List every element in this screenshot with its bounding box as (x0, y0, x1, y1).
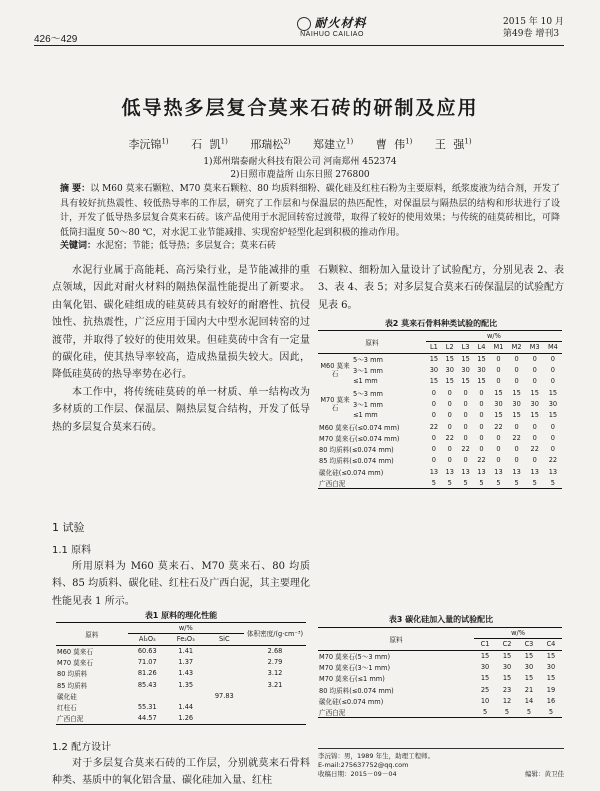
intro-paragraph: 本工作中，将传统硅莫砖的单一材质、单一结构改为多材质的工作层、保温层、隔热层复合结构，开发了低导热的多层复合莫来石砖。 (52, 386, 310, 433)
table3-cell: 5 (540, 707, 562, 718)
table2-cell: 15 (477, 377, 486, 386)
table2-cell: 13 (477, 467, 486, 476)
table2-cell: 5 (526, 477, 544, 488)
table3-row-label: 广西白泥 (318, 707, 474, 718)
table2-cell: 0 (514, 445, 519, 454)
table2-cell: 15 (512, 411, 521, 420)
table2-column-id: L1 (426, 342, 442, 353)
table1-row-label: 80 均质料 (57, 670, 88, 679)
table3-header-material: 原料 (318, 628, 474, 651)
table2-cell: 0 (479, 433, 484, 442)
table1-row (56, 645, 306, 656)
author: 邢瑞松$^{2)}$ (250, 137, 291, 151)
table2-cell: 15 (548, 388, 558, 397)
table2-cell: 30 (494, 399, 503, 408)
table1-row (56, 656, 306, 667)
table1-cell: 3.21 (267, 680, 283, 689)
table2-cell: 15 (494, 411, 503, 420)
footnote (318, 748, 564, 779)
subsection-heading: 1.1 原料 (52, 545, 92, 556)
author: 郑建立$^{1)}$ (313, 137, 354, 151)
table1-cell: 1.37 (178, 658, 194, 667)
table2-cell: 15 (494, 388, 503, 397)
table2-cell: 0 (496, 445, 501, 454)
table1-cell: 81.26 (137, 669, 157, 678)
table2-cell: 5 (508, 477, 526, 488)
table2-cell: 15 (461, 354, 470, 363)
journal-name-cn: 耐火材料 (314, 16, 367, 30)
table2-cell: 0 (431, 433, 436, 442)
table2-size-label: 3～1 mm (353, 367, 383, 376)
table2-cell: 22 (494, 422, 503, 431)
table1-cell (205, 702, 244, 713)
table1-row (56, 668, 306, 679)
table2-size-label: ≤1 mm (353, 377, 378, 386)
table3-cell: 15 (546, 651, 556, 660)
table1-cell (128, 690, 167, 701)
table2-cell: 5 (426, 477, 442, 488)
table2-cell: 22 (530, 445, 539, 454)
author-email: E-mail:275637752@qq.com (318, 761, 409, 769)
table2-row-label: M60 莫来石(≤0.074 mm) (319, 423, 400, 432)
table2-cell: 22 (512, 433, 521, 442)
table3-header-w: w/% (474, 628, 562, 639)
table3-row (318, 707, 562, 718)
table3-row (318, 673, 562, 684)
affiliation: 2)日照市鹿益所 山东日照 276800 (230, 170, 370, 180)
table2-cell: 0 (496, 433, 501, 442)
table2-cell: 0 (514, 456, 519, 465)
table2-cell: 0 (514, 354, 519, 363)
table2-column-id: L4 (474, 342, 490, 353)
table2-cell: 0 (447, 422, 452, 431)
table2-column-id: M1 (489, 342, 507, 353)
table3-cell: 15 (524, 651, 534, 660)
table3-cell: 25 (480, 685, 490, 694)
formula-paragraph: 对于多层复合莫来石砖的工作层，分别就莫来石骨料种类、基质中的氧化铝含量、碳化硅加入量、红柱 (52, 758, 310, 787)
table2-cell: 13 (445, 467, 454, 476)
table1-cell: 1.43 (178, 669, 194, 678)
table2-cell: 0 (463, 411, 468, 420)
table2-cell: 0 (463, 456, 468, 465)
table2-row (318, 387, 562, 398)
table2-cell: 0 (514, 422, 519, 431)
table2-row (318, 443, 562, 454)
table2-size-label: 5～3 mm (353, 389, 383, 398)
keywords-label: 关键词： (60, 241, 97, 251)
keywords-text: 水泥窑；节能；低导热；多层复合；莫来石砖 (96, 241, 277, 251)
table2-column-id: L2 (442, 342, 458, 353)
table1-cell: 1.26 (167, 713, 205, 724)
table2-cell: 22 (429, 422, 439, 431)
table2-cell: 0 (463, 422, 468, 431)
table2-cell: 13 (512, 467, 521, 476)
table1-cell (244, 702, 306, 713)
page-range: 426～429 (34, 34, 78, 45)
table2-cell: 0 (532, 433, 537, 442)
table2-cell: 5 (474, 477, 490, 488)
table3-cell: 23 (502, 685, 512, 694)
table1-row-label: 85 均质料 (57, 681, 88, 690)
issue-volume: 第49卷 增刊3 (503, 29, 560, 39)
abstract-text: 以 M60 莫来石颗粒、M70 莫来石颗粒、80 均质料细粉、碳化硅及红柱石粉为主要原料，纸浆废液为结合剂，开发了具有较好抗热震性、较低热导率的工作层，研究了工作层和与保温层的热匹配性，对保温层与隔热层的结构和形状进行了设计，开发了低导热多层复合莫来石砖。该产品使用于水泥回转窑过渡带，取得了较好的使用效果；与传统的硅莫砖相比，可降低筒扫温度 50～80 ℃，对水泥工业节能减排、实现窑炉轻型化起到积极的推动作用。 (60, 184, 560, 238)
table2-row (318, 410, 562, 421)
table2-cell: 0 (532, 377, 537, 386)
table1-cell: 60.63 (137, 646, 157, 655)
table2-cell: 15 (530, 411, 539, 420)
editor-note: 编辑：黄卫佳 (525, 770, 564, 778)
table2-cell: 0 (532, 354, 537, 363)
materials-paragraph: 所用原料为 M60 莫来石、M70 莫来石、80 均质料、85 均质料、碳化硅、红柱石及广西白泥，其主要理化性能见表 1 所示。 (52, 561, 310, 607)
table2-column-id: M4 (544, 342, 562, 353)
intro-paragraph: 水泥行业属于高能耗、高污染行业，是节能减排的重点领域，因此对耐火材料的隔热保温性能提出了新要求。由氧化铝、碳化硅组成的硅莫砖具有较好的耐磨性、抗侵蚀性、抗热震性，广泛应用于国内大中型水泥回转窑的过渡带，并取得了较好的使用效果。但硅莫砖中含有一定量的碳化硅，使其热导率较高，造成热量损失较大。因此，降低硅莫砖的热导率势在必行。 (52, 265, 310, 381)
table2-cell: 0 (431, 399, 436, 408)
table2-cell: 15 (429, 377, 439, 386)
table1-cell: 1.35 (178, 680, 194, 689)
table2-column-id: M3 (526, 342, 544, 353)
table1-cell: 2.68 (267, 646, 283, 655)
table2-row-label: M70 莫来石(≤0.074 mm) (319, 434, 400, 443)
table2-cell: 0 (550, 422, 555, 431)
table3-row-label: 80 均质料(≤0.074 mm) (319, 686, 394, 695)
table2-cell: 15 (548, 411, 558, 420)
table1-header-w: w/% (128, 623, 244, 634)
table1-cell (205, 679, 244, 690)
table2-cell: 0 (463, 433, 468, 442)
table3-column-id: C1 (474, 639, 496, 650)
table1-header-material: 原料 (56, 623, 128, 646)
paper-title: 低导热多层复合莫来石砖的研制及应用 (121, 97, 479, 119)
table1-row-label: 碳化硅 (57, 692, 77, 701)
table2-cell: 0 (463, 399, 468, 408)
table2-cell: 13 (530, 467, 539, 476)
table2-cell: 15 (429, 354, 439, 363)
table2-cell: 0 (431, 411, 436, 420)
table2-cell: 5 (458, 477, 474, 488)
table2-cell: 0 (447, 388, 452, 397)
table2-cell: 0 (496, 354, 501, 363)
table2-cell: 0 (479, 399, 484, 408)
table2-cell: 0 (496, 377, 501, 386)
affiliation: 1)郑州瑞泰耐火科技有限公司 河南郑州 452374 (203, 157, 397, 167)
journal-logo (272, 14, 392, 38)
table3-cell: 30 (480, 663, 490, 672)
table1-cell (205, 713, 244, 724)
table3-column-id: C2 (496, 639, 518, 650)
table2-cell: 5 (544, 477, 562, 488)
table1-subheader: Fe₂O₃ (167, 634, 205, 645)
table1-row-label: 红柱石 (57, 704, 77, 713)
subsection-heading: 1.2 配方设计 (52, 742, 112, 753)
table2-cell: 5 (489, 477, 507, 488)
table3-row (318, 684, 562, 695)
table1-cell (244, 713, 306, 724)
table2-cell: 0 (514, 377, 519, 386)
table2-column-id: M2 (508, 342, 526, 353)
author-list (0, 136, 600, 152)
table2-group-label: M60 莫来石 (320, 362, 350, 379)
table2-cell: 0 (447, 411, 452, 420)
table2-row (318, 432, 562, 443)
journal-emblem-icon (297, 17, 311, 31)
table2-cell: 0 (463, 388, 468, 397)
table1-cell: 55.31 (137, 703, 157, 712)
table3-row-label: M70 莫来石(3～1 mm) (319, 664, 391, 673)
table2-cell: 15 (512, 388, 521, 397)
table1-cell (205, 645, 244, 656)
table3-cell: 10 (480, 696, 490, 705)
table3-cell: 15 (480, 651, 490, 660)
table1-cell: 1.41 (178, 646, 194, 655)
table1-cell (205, 668, 244, 679)
table2-row-label: 广西白泥 (318, 477, 426, 488)
table2-cell: 22 (445, 433, 454, 442)
table3-cell: 15 (546, 674, 556, 683)
table2-cell: 0 (431, 456, 436, 465)
table2-cell: 15 (445, 377, 454, 386)
table1-header-density: 体积密度/(g·cm⁻³) (244, 623, 306, 646)
table2-cell: 0 (550, 445, 555, 454)
table1-caption: 表1 原料的理化性能 (144, 611, 218, 620)
journal-name-en: NAIHUO CAILIAO (300, 31, 364, 38)
table2-cell: 13 (494, 467, 503, 476)
table1-cell: 85.43 (137, 680, 157, 689)
table2-cell: 0 (514, 366, 519, 375)
table2-cell: 0 (479, 411, 484, 420)
table2-cell: 0 (532, 456, 537, 465)
table3-cell: 30 (502, 663, 512, 672)
table2-cell: 30 (548, 399, 558, 408)
table1-row-label: M60 莫来石 (57, 647, 93, 656)
issue-date: 2015 年 10 月 (503, 17, 564, 27)
table3-cell: 16 (546, 696, 556, 705)
table2-cell: 0 (431, 445, 436, 454)
table2-cell: 0 (496, 366, 501, 375)
table1-subheader: Al₂O₃ (128, 634, 167, 645)
table2-cell: 0 (479, 445, 484, 454)
table3-row-label: M70 莫来石(5～3 mm) (319, 652, 391, 661)
table2-cell: 15 (461, 377, 470, 386)
table2-cell: 0 (550, 433, 555, 442)
right-column-text: 石颗粒、细粉加入量设计了试验配方，分别见表 2、表 3、表 4、表 5；对多层复合莫来石砖保温层的试验配方见表 6。 (318, 265, 564, 311)
table2-cell: 0 (431, 388, 436, 397)
left-column (52, 262, 310, 436)
table2-row (318, 477, 562, 488)
table1-subheader: SiC (205, 634, 244, 645)
table1-row-label: 广西白泥 (56, 713, 128, 724)
table2-cell: 13 (429, 467, 439, 476)
table2-cell: 5 (442, 477, 458, 488)
table2-row-label: 80 均质料(≤0.074 mm) (319, 446, 394, 455)
table2-cell: 0 (447, 399, 452, 408)
section-heading: 1 试验 (52, 521, 85, 534)
table2-cell: 0 (550, 354, 555, 363)
author: 王 强$^{1)}$ (434, 137, 472, 151)
table1-cell: 1.44 (178, 703, 194, 712)
table3-row (318, 661, 562, 672)
table2-cell: 0 (479, 388, 484, 397)
table2-cell: 30 (477, 366, 486, 375)
table1-row (56, 702, 306, 713)
author: 曹 伟$^{1)}$ (375, 137, 413, 151)
table2-cell: 22 (461, 445, 470, 454)
table2-cell: 0 (532, 422, 537, 431)
table3-cell: 30 (524, 663, 534, 672)
table1-row (56, 713, 306, 724)
table2-row (318, 398, 562, 409)
table1-cell: 2.79 (267, 658, 283, 667)
table3-cell: 5 (474, 707, 496, 718)
table2-row-label: 碳化硅(≤0.074 mm) (319, 468, 384, 477)
page-header (34, 12, 564, 46)
table2-cell: 30 (445, 366, 454, 375)
table2-cell: 30 (429, 366, 439, 375)
table1-row (56, 679, 306, 690)
table3 (318, 627, 562, 718)
table2-cell: 13 (461, 467, 470, 476)
table3-cell: 15 (502, 674, 512, 683)
table2-group-label: M70 莫来石 (320, 395, 350, 412)
table2-cell: 22 (548, 456, 558, 465)
table3-cell: 12 (502, 696, 512, 705)
table1-cell: 97.83 (214, 691, 234, 700)
table1-cell (167, 690, 205, 701)
table3-cell: 15 (502, 651, 512, 660)
table1-cell: 3.12 (267, 669, 283, 678)
table2-cell: 0 (550, 366, 555, 375)
table2-row (318, 455, 562, 466)
table3-row-label: M70 莫来石(≤1 mm) (319, 675, 385, 684)
table2-cell: 15 (530, 388, 539, 397)
table2-row (318, 376, 562, 387)
table3-cell: 5 (518, 707, 540, 718)
table1 (56, 622, 306, 725)
table3-column-id: C3 (518, 639, 540, 650)
table1-row (56, 690, 306, 701)
table2-row (318, 421, 562, 432)
author-note: 李沅锦：男，1989 年生，助理工程师。 (318, 752, 435, 760)
table2-cell: 0 (447, 456, 452, 465)
table3-cell: 19 (546, 685, 556, 694)
table2-row (318, 353, 562, 364)
table2-cell: 0 (496, 456, 501, 465)
table2-header-w: w/% (426, 331, 562, 342)
table2-cell: 15 (477, 354, 486, 363)
table2-size-label: ≤1 mm (353, 411, 378, 420)
abstract-label: 摘 要： (60, 184, 91, 194)
table2-cell: 15 (445, 354, 454, 363)
table2-cell: 0 (532, 366, 537, 375)
table2-cell: 0 (550, 377, 555, 386)
received-date: 收稿日期：2015－09－04 (318, 770, 397, 778)
abstract (60, 182, 560, 240)
author: 李沅锦$^{1)}$ (128, 137, 169, 151)
table2-caption: 表2 莫来石骨料种类试验的配比 (384, 319, 498, 328)
table1-cell: 71.07 (137, 658, 157, 667)
table3-cell: 15 (524, 674, 534, 683)
table1-row-label: M70 莫来石 (57, 659, 93, 668)
table3-caption: 表3 碳化硅加入量的试验配比 (388, 615, 494, 624)
table2-cell: 0 (479, 422, 484, 431)
table2-row (318, 466, 562, 477)
table2-cell: 30 (461, 366, 470, 375)
table3-column-id: C4 (540, 639, 562, 650)
table3-row (318, 650, 562, 661)
keywords (60, 238, 560, 251)
table3-row (318, 695, 562, 706)
table2-row (318, 364, 562, 375)
table2-cell: 13 (548, 467, 558, 476)
table2-cell: 22 (477, 456, 486, 465)
table2-column-id: L3 (458, 342, 474, 353)
table3-row-label: 碳化硅(≤0.074 mm) (319, 697, 384, 706)
table3-cell: 15 (480, 674, 490, 683)
table3-cell: 5 (496, 707, 518, 718)
author: 石 凯$^{1)}$ (191, 137, 228, 151)
table2-size-label: 5～3 mm (353, 355, 383, 364)
table1-cell (244, 690, 306, 701)
table2-cell: 0 (447, 445, 452, 454)
table2-cell: 30 (512, 399, 521, 408)
table3-cell: 30 (546, 663, 556, 672)
table2-size-label: 3～1 mm (353, 400, 383, 409)
table3-cell: 21 (524, 685, 534, 694)
table2 (318, 330, 562, 489)
table2-header-material: 原料 (318, 331, 426, 354)
table1-cell (205, 656, 244, 667)
table1-cell: 44.57 (128, 713, 167, 724)
table2-cell: 30 (530, 399, 539, 408)
table2-row-label: 85 均质料(≤0.074 mm) (319, 457, 394, 466)
table3-cell: 14 (524, 696, 534, 705)
